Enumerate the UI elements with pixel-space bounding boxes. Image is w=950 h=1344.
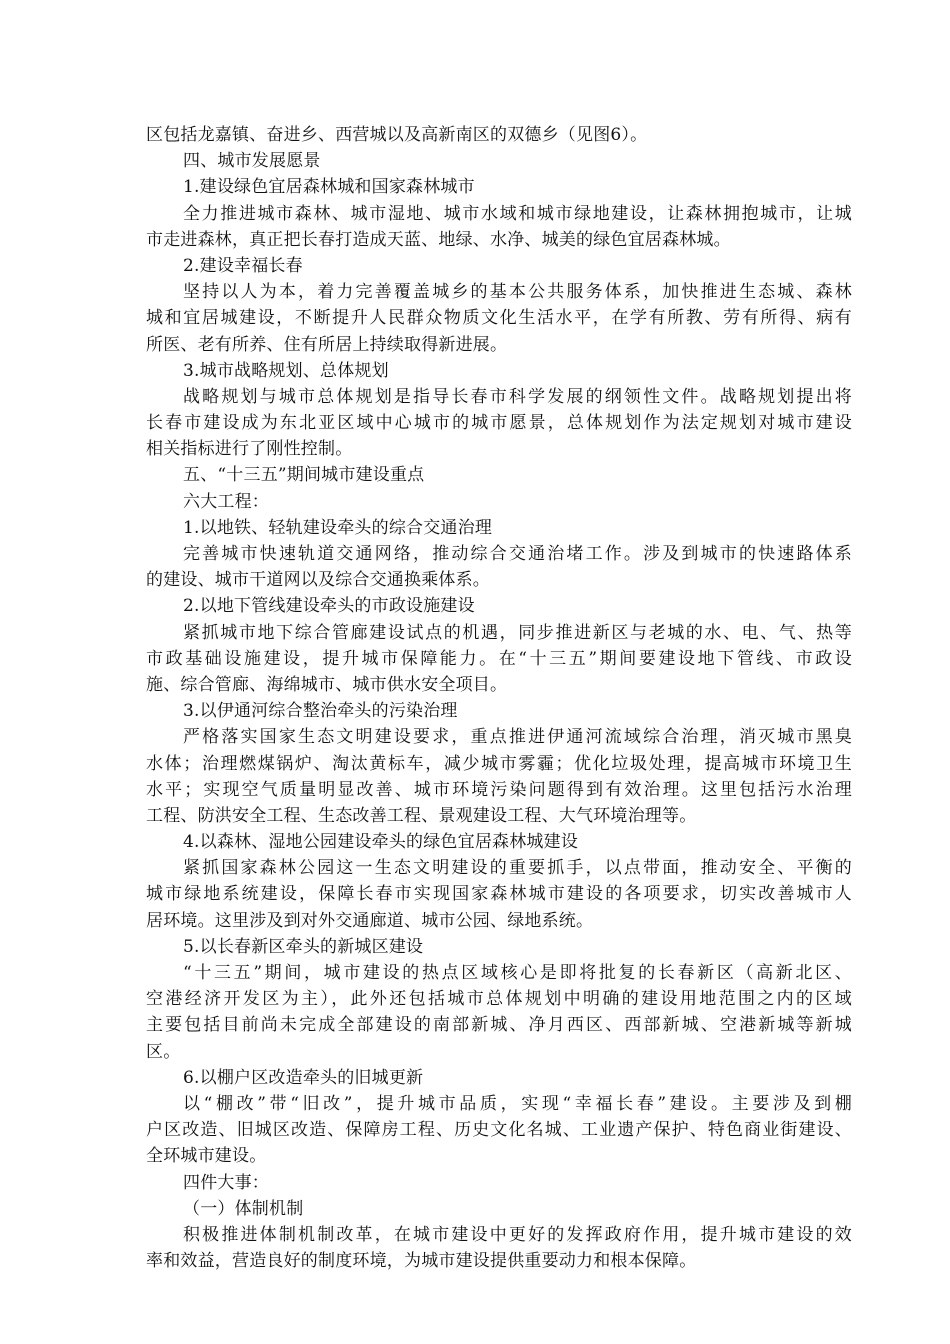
- text-line: 户区改造、旧城区改造、保障房工程、历史文化名城、工业遗产保护、特色商业街建设、: [146, 1120, 852, 1141]
- text-line: 6.以棚户区改造牵头的旧城更新: [183, 1067, 424, 1088]
- text-line: 全力推进城市森林、城市湿地、城市水域和城市绿地建设，让森林拥抱城市，让城: [183, 203, 852, 224]
- text-line: 四、城市发展愿景: [183, 151, 321, 172]
- text-line: 1.以地铁、轻轨建设牵头的综合交通治理: [183, 517, 493, 538]
- text-line: 居环境。这里涉及到对外交通廊道、城市公园、绿地系统。: [146, 910, 594, 931]
- document-page: [146, 122, 852, 1274]
- text-line: 水平；实现空气质量明显改善、城市环境污染问题得到有效治理。这里包括污水治理: [146, 779, 852, 800]
- text-line: 2.以地下管线建设牵头的市政设施建设: [183, 596, 475, 617]
- text-line: （一）体制机制: [183, 1198, 304, 1219]
- text-line: 五、“十三五”期间城市建设重点: [183, 465, 425, 486]
- text-line: 市走进森林，真正把长春打造成天蓝、地绿、水净、城美的绿色宜居森林城。: [146, 229, 731, 250]
- text-line: 坚持以人为本，着力完善覆盖城乡的基本公共服务体系，加快推进生态城、森林: [183, 282, 852, 303]
- text-line: 3.以伊通河综合整治牵头的污染治理: [183, 701, 458, 722]
- text-line: 的建设、城市干道网以及综合交通换乘体系。: [146, 570, 490, 591]
- text-line: 六大工程：: [183, 491, 269, 512]
- text-line: 城和宜居城建设，不断提升人民群众物质文化生活水平，在学有所教、劳有所得、病有: [146, 308, 852, 329]
- text-line: 长春市建设成为东北亚区域中心城市的城市愿景，总体规划作为法定规划对城市建设: [146, 413, 852, 434]
- text-line: 城市绿地系统建设，保障长春市实现国家森林城市建设的各项要求，切实改善城市人: [146, 884, 852, 905]
- text-line: “十三五”期间，城市建设的热点区域核心是即将批复的长春新区（高新北区、: [183, 963, 852, 983]
- text-line: 主要包括目前尚未完成全部建设的南部新城、净月西区、西部新城、空港新城等新城: [146, 1015, 852, 1036]
- text-line: 2.建设幸福长春: [183, 255, 303, 276]
- text-line: 5.以长春新区牵头的新城区建设: [183, 936, 424, 957]
- text-line: 严格落实国家生态文明建设要求，重点推进伊通河流域综合治理，消灭城市黑臭: [183, 727, 852, 748]
- text-line: 全环城市建设。: [146, 1146, 267, 1167]
- text-line: 市政基础设施建设，提升城市保障能力。在“十三五”期间要建设地下管线、市政设: [146, 648, 852, 669]
- text-line: 战略规划与城市总体规划是指导长春市科学发展的纲领性文件。战略规划提出将: [183, 386, 852, 407]
- text-line: 所医、老有所养、住有所居上持续取得新进展。: [146, 334, 508, 355]
- text-line: 工程、防洪安全工程、生态改善工程、景观建设工程、大气环境治理等。: [146, 805, 697, 826]
- text-line: 以“棚改”带“旧改”，提升城市品质，实现“幸福长春”建设。主要涉及到棚: [183, 1093, 852, 1114]
- text-line: 完善城市快速轨道交通网络，推动综合交通治堵工作。涉及到城市的快速路体系: [183, 544, 852, 564]
- text-line: 紧抓城市地下综合管廊建设试点的机遇，同步推进新区与老城的水、电、气、热等: [183, 622, 852, 643]
- text-line: 施、综合管廊、海绵城市、城市供水安全项目。: [146, 674, 508, 695]
- text-line: 率和效益，营造良好的制度环境，为城市建设提供重要动力和根本保障。: [146, 1251, 697, 1272]
- text-line: 相关指标进行了刚性控制。: [146, 439, 353, 460]
- text-line: 区包括龙嘉镇、奋进乡、西营城以及高新南区的双德乡（见图6）。: [146, 125, 648, 145]
- text-line: 水体；治理燃煤锅炉、淘汰黄标车，减少城市雾霾；优化垃圾处理，提高城市环境卫生: [146, 753, 852, 774]
- text-line: 3.城市战略规划、总体规划: [183, 360, 389, 381]
- text-line: 空港经济开发区为主），此外还包括城市总体规划中明确的建设用地范围之内的区域: [146, 989, 852, 1010]
- text-line: 1.建设绿色宜居森林城和国家森林城市: [183, 177, 475, 198]
- text-line: 4.以森林、湿地公园建设牵头的绿色宜居森林城建设: [183, 832, 579, 853]
- text-line: 紧抓国家森林公园这一生态文明建设的重要抓手，以点带面，推动安全、平衡的: [183, 858, 852, 879]
- text-line: 四件大事：: [183, 1172, 269, 1193]
- text-line: 区。: [146, 1041, 181, 1062]
- text-line: 积极推进体制机制改革，在城市建设中更好的发挥政府作用，提升城市建设的效: [183, 1224, 852, 1245]
